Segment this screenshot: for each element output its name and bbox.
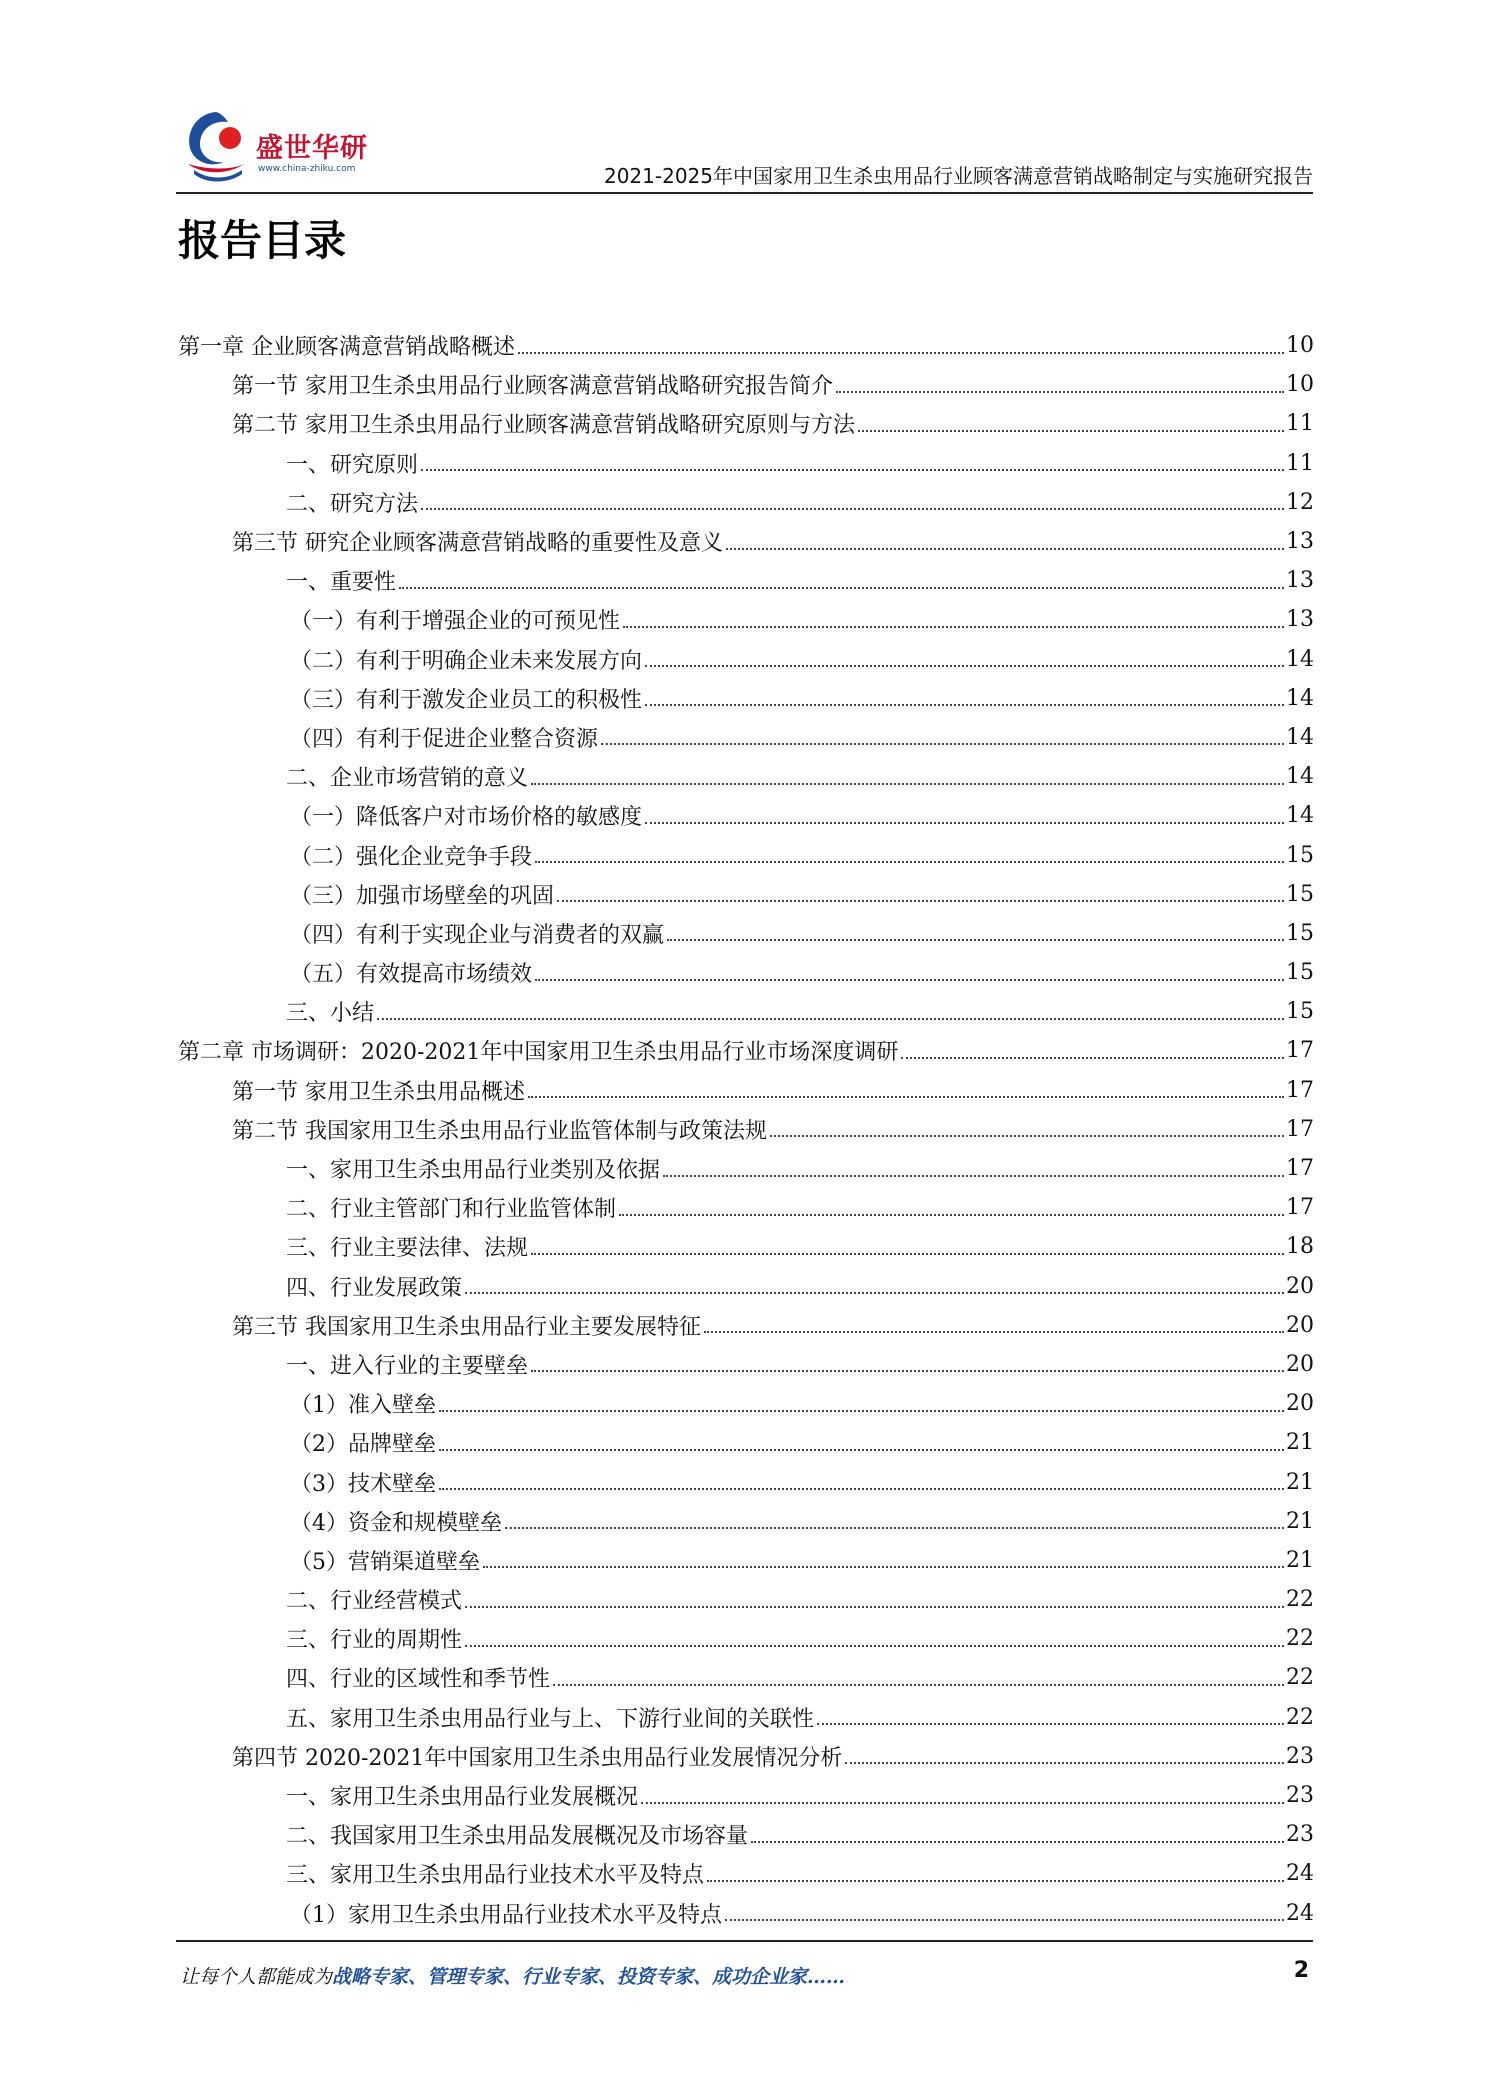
header-divider bbox=[176, 192, 1313, 194]
footer-slogan-prefix: 让每个人都能成为 bbox=[180, 1966, 333, 1988]
toc-entry-page: 21 bbox=[1286, 1469, 1314, 1495]
toc-entry[interactable] bbox=[178, 1698, 1314, 1737]
toc-entry-label: （三）有利于激发企业员工的积极性 bbox=[290, 683, 645, 714]
toc-entry-label: 第三节 研究企业顾客满意营销战略的重要性及意义 bbox=[232, 526, 726, 557]
toc-entry[interactable] bbox=[178, 1267, 1314, 1306]
toc-entry-label: 三、行业的周期性 bbox=[286, 1623, 465, 1654]
toc-entry[interactable] bbox=[178, 326, 1314, 365]
toc-entry[interactable] bbox=[178, 1227, 1314, 1266]
toc-dot-leader bbox=[601, 743, 1284, 745]
toc-entry[interactable] bbox=[178, 757, 1314, 796]
toc-entry-label: （2）品牌壁垒 bbox=[290, 1427, 439, 1458]
toc-entry-page: 22 bbox=[1286, 1626, 1314, 1652]
toc-dot-leader bbox=[421, 508, 1284, 510]
toc-entry[interactable] bbox=[178, 1776, 1314, 1815]
toc-entry[interactable] bbox=[178, 1462, 1314, 1501]
toc-dot-leader bbox=[535, 979, 1284, 981]
toc-entry[interactable] bbox=[178, 953, 1314, 992]
toc-entry-page: 18 bbox=[1286, 1234, 1314, 1260]
toc-entry[interactable] bbox=[178, 1384, 1314, 1423]
toc-entry-label: 四、行业发展政策 bbox=[286, 1271, 465, 1302]
toc-entry-page: 17 bbox=[1286, 1156, 1314, 1182]
toc-dot-leader bbox=[641, 1802, 1284, 1804]
toc-entry-page: 14 bbox=[1286, 685, 1314, 711]
footer-slogan bbox=[180, 1962, 845, 1989]
toc-dot-leader bbox=[770, 1135, 1284, 1137]
toc-dot-leader bbox=[667, 939, 1284, 941]
toc-entry-label: （5）营销渠道壁垒 bbox=[290, 1545, 483, 1576]
toc-entry[interactable] bbox=[178, 1423, 1314, 1462]
toc-entry-page: 17 bbox=[1286, 1077, 1314, 1103]
toc-entry[interactable] bbox=[178, 1854, 1314, 1893]
toc-entry-label: （1）家用卫生杀虫用品行业技术水平及特点 bbox=[290, 1898, 725, 1929]
toc-dot-leader bbox=[901, 1057, 1284, 1059]
toc-entry-page: 23 bbox=[1286, 1743, 1314, 1769]
toc-entry[interactable] bbox=[178, 718, 1314, 757]
toc-entry[interactable] bbox=[178, 561, 1314, 600]
toc-entry-label: 二、研究方法 bbox=[286, 487, 421, 518]
toc-dot-leader bbox=[439, 1488, 1284, 1490]
logo-url: www.china-zhiku.com bbox=[258, 164, 356, 174]
toc-entry-label: 第三节 我国家用卫生杀虫用品行业主要发展特征 bbox=[232, 1310, 704, 1341]
toc-dot-leader bbox=[645, 665, 1284, 667]
toc-entry-label: 第二节 家用卫生杀虫用品行业顾客满意营销战略研究原则与方法 bbox=[232, 408, 858, 439]
toc-dot-leader bbox=[817, 1723, 1284, 1725]
toc-entry-page: 12 bbox=[1286, 489, 1314, 515]
toc-dot-leader bbox=[505, 1527, 1284, 1529]
toc-entry-label: （一）降低客户对市场价格的敏感度 bbox=[290, 800, 645, 831]
toc-dot-leader bbox=[751, 1841, 1284, 1843]
toc-entry[interactable] bbox=[178, 1031, 1314, 1070]
toc-entry[interactable] bbox=[178, 1737, 1314, 1776]
toc-entry[interactable] bbox=[178, 1149, 1314, 1188]
toc-entry-page: 15 bbox=[1286, 881, 1314, 907]
toc-entry[interactable] bbox=[178, 679, 1314, 718]
logo-emblem-icon bbox=[176, 104, 256, 184]
toc-entry-label: 三、行业主要法律、法规 bbox=[286, 1231, 531, 1262]
page-number: 2 bbox=[1293, 1958, 1309, 1983]
toc-entry[interactable] bbox=[178, 1541, 1314, 1580]
toc-dot-leader bbox=[399, 587, 1284, 589]
toc-entry-page: 22 bbox=[1286, 1665, 1314, 1691]
toc-entry-page: 23 bbox=[1286, 1822, 1314, 1848]
toc-entry-page: 20 bbox=[1286, 1273, 1314, 1299]
toc-entry-page: 20 bbox=[1286, 1312, 1314, 1338]
toc-entry-label: 三、小结 bbox=[286, 996, 377, 1027]
toc-entry-label: （1）准入壁垒 bbox=[290, 1388, 439, 1419]
toc-dot-leader bbox=[619, 1214, 1284, 1216]
toc-entry-page: 23 bbox=[1286, 1783, 1314, 1809]
toc-dot-leader bbox=[725, 1919, 1284, 1921]
toc-entry-page: 13 bbox=[1286, 529, 1314, 555]
toc-entry-label: 第四节 2020-2021年中国家用卫生杀虫用品行业发展情况分析 bbox=[232, 1741, 845, 1772]
toc-entry-page: 13 bbox=[1286, 568, 1314, 594]
toc-entry-label: 第二章 市场调研：2020-2021年中国家用卫生杀虫用品行业市场深度调研 bbox=[178, 1035, 901, 1066]
toc-entry-page: 15 bbox=[1286, 999, 1314, 1025]
toc-entry-page: 14 bbox=[1286, 803, 1314, 829]
toc-entry[interactable] bbox=[178, 1894, 1314, 1933]
toc-dot-leader bbox=[439, 1410, 1284, 1412]
toc-dot-leader bbox=[645, 822, 1284, 824]
toc-entry-page: 11 bbox=[1286, 450, 1314, 476]
toc-entry[interactable] bbox=[178, 444, 1314, 483]
toc-entry[interactable] bbox=[178, 1502, 1314, 1541]
toc-entry-page: 17 bbox=[1286, 1116, 1314, 1142]
toc-entry-page: 15 bbox=[1286, 960, 1314, 986]
toc-entry[interactable] bbox=[178, 1658, 1314, 1697]
toc-dot-leader bbox=[836, 391, 1284, 393]
toc-dot-leader bbox=[726, 548, 1284, 550]
toc-entry-label: （二）有利于明确企业未来发展方向 bbox=[290, 644, 645, 675]
toc-entry-label: 第二节 我国家用卫生杀虫用品行业监管体制与政策法规 bbox=[232, 1114, 770, 1145]
toc-entry-label: （四）有利于实现企业与消费者的双赢 bbox=[290, 918, 667, 949]
toc-entry-page: 22 bbox=[1286, 1587, 1314, 1613]
toc-entry[interactable] bbox=[178, 1580, 1314, 1619]
toc-dot-leader bbox=[439, 1449, 1284, 1451]
toc-entry-label: 二、行业主管部门和行业监管体制 bbox=[286, 1192, 619, 1223]
toc-entry-page: 14 bbox=[1286, 724, 1314, 750]
toc-dot-leader bbox=[858, 430, 1284, 432]
toc-entry-label: 第一节 家用卫生杀虫用品行业顾客满意营销战略研究报告简介 bbox=[232, 369, 836, 400]
toc-entry-label: （五）有效提高市场绩效 bbox=[290, 957, 535, 988]
toc-entry-label: 一、进入行业的主要壁垒 bbox=[286, 1349, 531, 1380]
toc-entry-page: 13 bbox=[1286, 607, 1314, 633]
toc-entry[interactable] bbox=[178, 522, 1314, 561]
toc-entry[interactable] bbox=[178, 1188, 1314, 1227]
toc-entry[interactable] bbox=[178, 914, 1314, 953]
toc-entry-label: （4）资金和规模壁垒 bbox=[290, 1506, 505, 1537]
toc-entry-page: 21 bbox=[1286, 1430, 1314, 1456]
toc-entry-label: （三）加强市场壁垒的巩固 bbox=[290, 879, 557, 910]
toc-entry-label: 三、家用卫生杀虫用品行业技术水平及特点 bbox=[286, 1858, 707, 1889]
toc-dot-leader bbox=[557, 900, 1284, 902]
toc-entry[interactable] bbox=[178, 1110, 1314, 1149]
toc-entry[interactable] bbox=[178, 1815, 1314, 1854]
toc-dot-leader bbox=[377, 1018, 1284, 1020]
toc-entry-label: 二、行业经营模式 bbox=[286, 1584, 465, 1615]
toc-dot-leader bbox=[535, 861, 1284, 863]
toc-entry-label: 一、研究原则 bbox=[286, 448, 421, 479]
toc-dot-leader bbox=[531, 783, 1284, 785]
toc-entry-page: 20 bbox=[1286, 1391, 1314, 1417]
toc-entry[interactable] bbox=[178, 600, 1314, 639]
table-of-contents bbox=[178, 326, 1314, 1933]
toc-entry-label: 一、家用卫生杀虫用品行业发展概况 bbox=[286, 1780, 641, 1811]
toc-entry-page: 14 bbox=[1286, 764, 1314, 790]
toc-entry-page: 14 bbox=[1286, 646, 1314, 672]
toc-entry-label: 第一节 家用卫生杀虫用品概述 bbox=[232, 1075, 528, 1106]
toc-entry[interactable] bbox=[178, 1345, 1314, 1384]
toc-entry-label: 一、重要性 bbox=[286, 565, 399, 596]
footer-divider bbox=[176, 1940, 1313, 1942]
toc-entry-page: 21 bbox=[1286, 1508, 1314, 1534]
toc-entry[interactable] bbox=[178, 483, 1314, 522]
toc-entry-page: 24 bbox=[1286, 1900, 1314, 1926]
toc-dot-leader bbox=[645, 704, 1284, 706]
toc-entry-label: 第一章 企业顾客满意营销战略概述 bbox=[178, 330, 518, 361]
toc-entry-page: 15 bbox=[1286, 842, 1314, 868]
toc-entry-page: 10 bbox=[1286, 372, 1314, 398]
toc-entry-page: 20 bbox=[1286, 1351, 1314, 1377]
report-header-title: 2021-2025年中国家用卫生杀虫用品行业顾客满意营销战略制定与实施研究报告 bbox=[603, 164, 1313, 188]
toc-entry-label: 二、我国家用卫生杀虫用品发展概况及市场容量 bbox=[286, 1819, 751, 1850]
toc-entry[interactable] bbox=[178, 1619, 1314, 1658]
toc-dot-leader bbox=[483, 1566, 1284, 1568]
toc-dot-leader bbox=[663, 1175, 1284, 1177]
toc-entry[interactable] bbox=[178, 875, 1314, 914]
toc-dot-leader bbox=[531, 1253, 1284, 1255]
toc-entry-label: 四、行业的区域性和季节性 bbox=[286, 1662, 553, 1693]
toc-entry[interactable] bbox=[178, 796, 1314, 835]
toc-entry-page: 17 bbox=[1286, 1195, 1314, 1221]
toc-entry[interactable] bbox=[178, 404, 1314, 443]
toc-dot-leader bbox=[531, 1370, 1284, 1372]
toc-entry-label: （一）有利于增强企业的可预见性 bbox=[290, 604, 623, 635]
toc-entry-label: （二）强化企业竞争手段 bbox=[290, 840, 535, 871]
toc-dot-leader bbox=[845, 1762, 1284, 1764]
toc-entry-label: （3）技术壁垒 bbox=[290, 1467, 439, 1498]
toc-entry-label: （四）有利于促进企业整合资源 bbox=[290, 722, 601, 753]
toc-entry-label: 一、家用卫生杀虫用品行业类别及依据 bbox=[286, 1153, 663, 1184]
toc-dot-leader bbox=[553, 1684, 1284, 1686]
toc-dot-leader bbox=[518, 352, 1284, 354]
toc-entry-page: 17 bbox=[1286, 1038, 1314, 1064]
toc-entry[interactable] bbox=[178, 1306, 1314, 1345]
toc-entry-page: 15 bbox=[1286, 920, 1314, 946]
toc-dot-leader bbox=[623, 626, 1284, 628]
toc-dot-leader bbox=[528, 1096, 1284, 1098]
toc-entry-page: 24 bbox=[1286, 1861, 1314, 1887]
toc-entry-label: 五、家用卫生杀虫用品行业与上、下游行业间的关联性 bbox=[286, 1702, 817, 1733]
toc-entry[interactable] bbox=[178, 365, 1314, 404]
footer-slogan-emphasis: 战略专家、管理专家、行业专家、投资专家、成功企业家…… bbox=[332, 1966, 846, 1988]
toc-entry-page: 11 bbox=[1286, 411, 1314, 437]
toc-dot-leader bbox=[421, 469, 1284, 471]
toc-entry[interactable] bbox=[178, 992, 1314, 1031]
toc-dot-leader bbox=[465, 1645, 1284, 1647]
logo-text: 盛世华研 bbox=[256, 133, 368, 164]
page-title: 报告目录 bbox=[178, 216, 347, 265]
toc-entry-page: 22 bbox=[1286, 1704, 1314, 1730]
toc-entry-page: 21 bbox=[1286, 1547, 1314, 1573]
toc-entry-page: 10 bbox=[1286, 333, 1314, 359]
toc-dot-leader bbox=[465, 1606, 1284, 1608]
toc-dot-leader bbox=[707, 1880, 1284, 1882]
toc-entry[interactable] bbox=[178, 835, 1314, 874]
toc-dot-leader bbox=[704, 1331, 1284, 1333]
toc-dot-leader bbox=[465, 1292, 1284, 1294]
toc-entry-label: 二、企业市场营销的意义 bbox=[286, 761, 531, 792]
company-logo bbox=[176, 104, 396, 184]
toc-entry[interactable] bbox=[178, 640, 1314, 679]
toc-entry[interactable] bbox=[178, 1071, 1314, 1110]
